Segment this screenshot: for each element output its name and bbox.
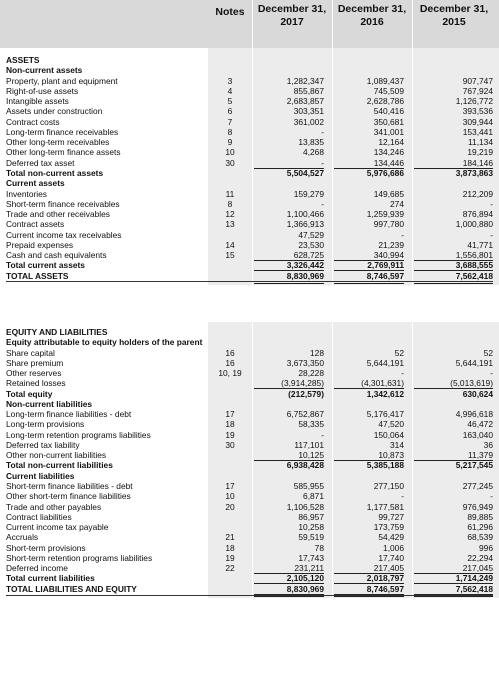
table-row — [0, 358, 499, 368]
total-rule — [334, 583, 404, 584]
row-value-2015: 1,126,772 — [455, 96, 493, 107]
row-label: Other reserves — [6, 368, 62, 378]
row-value-2016: 8,746,597 — [366, 583, 404, 594]
section-row — [0, 389, 499, 399]
row-label: Total non-current assets — [6, 168, 104, 178]
row-value-2015: 22,294 — [467, 552, 493, 563]
row-value-2016: 350,681 — [373, 116, 404, 127]
row-label: Long-term retention programs liabilities — [6, 429, 151, 440]
row-label: Share premium — [6, 357, 64, 368]
row-value-2016: 540,416 — [373, 106, 404, 117]
row-label: Contract costs — [6, 116, 60, 127]
table-row — [0, 522, 499, 532]
row-value-2016: 277,150 — [373, 481, 404, 491]
table-row — [0, 378, 499, 388]
table-header — [0, 0, 499, 48]
section-row — [0, 460, 499, 470]
row-note: 8 — [227, 126, 233, 137]
row-value-2016: - — [401, 368, 404, 378]
row-value-2017: 128 — [310, 347, 324, 358]
row-note: 19 — [225, 552, 235, 563]
table-row — [0, 419, 499, 429]
table-row — [0, 230, 499, 240]
row-value-2017: 78 — [314, 542, 324, 553]
section-row — [0, 399, 499, 409]
row-value-2016: 217,405 — [373, 563, 404, 574]
row-value-2017: 117,101 — [294, 439, 324, 450]
row-value-2016: 99,727 — [378, 511, 404, 522]
row-label: Short-term retention programs liabilities — [6, 552, 153, 563]
row-label: Total current assets — [6, 260, 85, 271]
row-note: 9 — [227, 137, 233, 148]
total-rule — [414, 460, 493, 461]
row-value-2017: 3,673,350 — [286, 357, 324, 368]
table-row — [0, 189, 499, 199]
column-header-2015: December 31, 2015 — [419, 3, 489, 28]
row-note: 8 — [227, 198, 233, 209]
row-value-2015: 876,894 — [462, 209, 493, 219]
table-row — [0, 512, 499, 522]
row-label: Right-of-use assets — [6, 85, 79, 96]
row-value-2017: 361,002 — [293, 116, 324, 127]
total-rule — [414, 168, 493, 169]
row-value-2016: 134,446 — [373, 157, 404, 168]
row-value-2015: 11,379 — [468, 450, 493, 461]
row-value-2015: 630,624 — [462, 388, 493, 399]
row-note: 22 — [225, 563, 235, 574]
row-value-2017: 47,529 — [298, 229, 324, 240]
row-label: Cash and cash equivalents — [6, 250, 107, 261]
total-rule — [254, 388, 324, 389]
row-note: 5 — [227, 96, 233, 107]
table-row — [0, 563, 499, 573]
row-value-2016: 150,064 — [373, 429, 404, 440]
total-rule — [254, 168, 324, 169]
row-label: Deferred tax liability — [6, 439, 80, 450]
row-note: 30 — [225, 157, 235, 168]
section-row — [0, 327, 499, 337]
row-value-2017: 59,519 — [298, 532, 324, 543]
row-value-2016: - — [401, 229, 404, 240]
row-note: 30 — [225, 439, 235, 450]
row-value-2017: 231,211 — [294, 563, 324, 574]
total-rule — [254, 460, 324, 461]
row-value-2016: 274 — [390, 198, 404, 209]
row-value-2017: 159,279 — [293, 188, 324, 199]
row-value-2017: 1,106,528 — [286, 501, 324, 512]
total-rule — [414, 270, 493, 271]
row-value-2015: 996 — [479, 542, 493, 553]
row-value-2015: 1,000,880 — [455, 219, 493, 230]
section-row — [0, 65, 499, 75]
row-label: Inventories — [6, 188, 47, 199]
row-value-2015: 907,747 — [462, 75, 493, 86]
row-label: Property, plant and equipment — [6, 75, 118, 86]
total-rule — [334, 270, 404, 271]
row-label: Non-current liabilities — [6, 398, 93, 409]
column-header-2017: December 31, 2017 — [257, 3, 327, 28]
section-row — [0, 337, 499, 347]
row-note: 10, 19 — [218, 368, 242, 378]
row-value-2016: 745,509 — [373, 85, 404, 96]
table-row — [0, 491, 499, 501]
row-value-2015: - — [490, 491, 493, 502]
table-row — [0, 481, 499, 491]
row-note: 10 — [225, 491, 235, 502]
row-value-2015: 41,771 — [467, 239, 493, 250]
row-value-2017: 6,752,867 — [286, 409, 324, 420]
row-value-2015: 184,146 — [462, 157, 493, 168]
row-value-2015: 61,296 — [467, 522, 493, 533]
row-value-2016: 2,769,911 — [367, 260, 404, 271]
row-label: Retained losses — [6, 378, 66, 389]
table-row — [0, 409, 499, 419]
total-rule — [414, 260, 493, 261]
header-separator — [332, 0, 333, 48]
row-label: Contract liabilities — [6, 511, 72, 522]
row-value-2017: 86,957 — [298, 511, 324, 522]
row-value-2017: 6,938,428 — [286, 460, 324, 471]
row-label: Prepaid expenses — [6, 239, 74, 250]
row-label: Current income tax payable — [6, 522, 109, 533]
row-note: 4 — [227, 85, 233, 96]
row-value-2015: 393,536 — [462, 106, 493, 117]
row-label: Short-term finance liabilities - debt — [6, 481, 133, 491]
table-row — [0, 127, 499, 137]
row-value-2016: 341,001 — [373, 126, 404, 137]
row-note: 20 — [225, 501, 235, 512]
row-value-2016: 149,685 — [373, 188, 404, 199]
row-value-2015: 7,562,418 — [455, 583, 493, 594]
row-value-2015: 212,209 — [462, 188, 493, 199]
total-rule — [254, 270, 324, 271]
table-row — [0, 137, 499, 147]
table-row — [0, 147, 499, 157]
row-value-2015: 217,045 — [462, 563, 493, 574]
header-separator — [412, 0, 413, 48]
row-note: 16 — [225, 357, 235, 368]
table-row — [0, 199, 499, 209]
section-row — [0, 260, 499, 270]
row-label: Trade and other payables — [6, 501, 102, 512]
row-label: Current liabilities — [6, 470, 75, 481]
row-label: Deferred tax asset — [6, 157, 75, 168]
table-row — [0, 532, 499, 542]
row-label: Total non-current liabilities — [6, 460, 113, 471]
table-row — [0, 368, 499, 378]
row-note: 6 — [227, 106, 233, 117]
row-value-2017: 10,125 — [298, 450, 324, 461]
row-value-2015: 52 — [483, 347, 493, 358]
table-row — [0, 219, 499, 229]
row-value-2016: 2,018,797 — [366, 573, 404, 584]
total-rule — [414, 573, 493, 574]
row-label: Other short-term finance liabilities — [6, 491, 131, 502]
row-value-2015: 3,873,863 — [455, 168, 493, 178]
section-row — [0, 271, 499, 281]
table-row — [0, 86, 499, 96]
row-value-2015: 68,539 — [467, 532, 493, 543]
row-label: Other long-term receivables — [6, 137, 110, 148]
row-note: 16 — [225, 347, 235, 358]
row-value-2015: - — [490, 368, 493, 378]
row-value-2015: 1,556,801 — [455, 250, 493, 261]
row-value-2015: 4,996,618 — [455, 409, 493, 420]
row-note: 19 — [225, 429, 235, 440]
row-value-2016: 340,994 — [373, 250, 404, 261]
row-value-2017: 8,830,969 — [286, 270, 324, 281]
row-value-2016: 5,976,686 — [366, 168, 404, 178]
row-value-2017: 4,268 — [303, 147, 324, 158]
row-value-2015: 19,219 — [467, 147, 493, 158]
row-value-2016: - — [401, 491, 404, 502]
row-value-2017: 628,725 — [293, 250, 324, 261]
row-value-2017: - — [321, 429, 324, 440]
total-rule — [414, 583, 493, 584]
row-value-2016: 5,385,188 — [366, 460, 404, 471]
row-value-2015: - — [490, 198, 493, 209]
row-value-2017: (3,914,285) — [281, 378, 324, 389]
row-label: Long-term finance receivables — [6, 126, 119, 137]
row-value-2015: 767,924 — [462, 85, 493, 96]
row-value-2016: 54,429 — [378, 532, 404, 543]
section-row — [0, 573, 499, 583]
row-label: Equity attributable to equity holders of the parent — [6, 337, 203, 348]
row-label: Current assets — [6, 178, 65, 189]
row-value-2015: 5,217,545 — [455, 460, 493, 471]
total-rule — [334, 260, 404, 261]
row-label: Long-term finance liabilities - debt — [6, 409, 132, 420]
row-label: Current income tax receivables — [6, 229, 122, 240]
row-label: Other long-term finance assets — [6, 147, 121, 158]
total-rule — [254, 260, 324, 261]
row-value-2016: 5,176,417 — [366, 409, 404, 420]
row-label: Deferred income — [6, 563, 68, 574]
table-row — [0, 440, 499, 450]
row-value-2016: 1,342,612 — [366, 388, 404, 399]
row-value-2015: 46,472 — [467, 419, 493, 430]
row-label: Accruals — [6, 532, 39, 543]
row-label: Non-current assets — [6, 65, 83, 76]
column-header-2016: December 31, 2016 — [337, 3, 407, 28]
table-row — [0, 450, 499, 460]
row-value-2015: 277,245 — [462, 481, 493, 491]
row-value-2016: 314 — [390, 439, 404, 450]
row-note: 7 — [227, 116, 233, 127]
row-value-2015: 5,644,191 — [455, 357, 493, 368]
row-value-2015: 7,562,418 — [455, 270, 493, 281]
row-value-2016: 10,873 — [378, 450, 404, 461]
total-rule — [334, 460, 404, 461]
section-row — [0, 168, 499, 178]
total-rule — [254, 573, 324, 574]
row-value-2016: 8,746,597 — [366, 270, 404, 281]
header-separator — [252, 0, 253, 48]
row-note: 21 — [225, 532, 235, 543]
row-value-2016: 134,246 — [373, 147, 404, 158]
row-value-2017: - — [321, 126, 324, 137]
row-value-2015: 163,040 — [462, 429, 493, 440]
row-value-2016: 173,759 — [373, 522, 404, 533]
row-value-2017: 6,871 — [303, 491, 324, 502]
row-value-2017: 585,955 — [293, 481, 324, 491]
row-value-2015: 89,885 — [467, 511, 493, 522]
row-value-2015: 309,944 — [462, 116, 493, 127]
row-note: 17 — [225, 481, 235, 491]
table-row — [0, 553, 499, 563]
row-note: 3 — [227, 75, 233, 86]
row-value-2015: 36 — [483, 439, 493, 450]
row-label: Total equity — [6, 388, 53, 399]
row-value-2016: 1,089,437 — [366, 75, 404, 86]
row-note: 12 — [225, 209, 235, 219]
row-label: TOTAL ASSETS — [6, 270, 69, 281]
section-bottom-rule — [6, 595, 493, 596]
row-note: 13 — [225, 219, 235, 230]
table-row — [0, 502, 499, 512]
row-label: Trade and other receivables — [6, 209, 110, 219]
section-row — [0, 178, 499, 188]
total-rule — [334, 388, 404, 389]
total-rule — [334, 573, 404, 574]
row-value-2016: 1,177,581 — [366, 501, 404, 512]
row-value-2017: 2,683,857 — [286, 96, 324, 107]
row-value-2016: 21,239 — [378, 239, 404, 250]
row-value-2017: 13,835 — [298, 137, 324, 148]
row-value-2017: - — [321, 157, 324, 168]
total-rule — [334, 168, 404, 169]
row-value-2016: 1,259,939 — [366, 209, 404, 219]
section-bottom-rule — [6, 281, 493, 282]
row-value-2016: 1,006 — [383, 542, 404, 553]
table-row — [0, 117, 499, 127]
table-row — [0, 76, 499, 86]
row-value-2015: (5,013,619) — [450, 378, 493, 389]
row-label: Short-term provisions — [6, 542, 86, 553]
row-label: Share capital — [6, 347, 55, 358]
row-value-2016: 5,644,191 — [366, 357, 404, 368]
table-row — [0, 158, 499, 168]
row-label: EQUITY AND LIABILITIES — [6, 326, 108, 337]
row-value-2016: 17,740 — [378, 552, 404, 563]
row-value-2015: 153,441 — [462, 126, 493, 137]
row-value-2017: 3,326,442 — [286, 260, 324, 271]
row-value-2016: (4,301,631) — [361, 378, 404, 389]
table-row — [0, 106, 499, 116]
row-value-2017: 1,100,466 — [286, 209, 324, 219]
row-label: Total current liabilities — [6, 573, 95, 584]
row-value-2017: 303,351 — [293, 106, 324, 117]
row-value-2017: - — [321, 198, 324, 209]
row-value-2017: 5,504,527 — [286, 168, 324, 178]
row-note: 17 — [225, 409, 235, 420]
row-label: Long-term provisions — [6, 419, 85, 430]
row-note: 18 — [225, 542, 235, 553]
row-value-2017: 28,228 — [298, 368, 324, 378]
row-label: Intangible assets — [6, 96, 69, 107]
table-row — [0, 96, 499, 106]
row-value-2016: 2,628,786 — [366, 96, 404, 107]
row-value-2017: 58,335 — [298, 419, 324, 430]
row-value-2017: 855,867 — [293, 85, 324, 96]
row-note: 15 — [225, 250, 235, 261]
table-row — [0, 430, 499, 440]
table-row — [0, 543, 499, 553]
table-row — [0, 240, 499, 250]
table-row — [0, 348, 499, 358]
row-note: 10 — [225, 147, 235, 158]
total-rule — [254, 583, 324, 584]
row-value-2017: 1,282,347 — [286, 75, 324, 86]
row-label: Short-term finance receivables — [6, 198, 120, 209]
row-value-2017: 2,105,120 — [286, 573, 324, 584]
row-value-2017: 1,366,913 — [286, 219, 324, 230]
table-row — [0, 250, 499, 260]
row-value-2017: (212,579) — [288, 388, 324, 399]
section-row — [0, 584, 499, 594]
row-value-2015: 1,714,249 — [455, 573, 493, 584]
row-note: 18 — [225, 419, 235, 430]
table-row — [0, 209, 499, 219]
row-value-2015: 976,949 — [462, 501, 493, 512]
row-value-2016: 997,780 — [373, 219, 404, 230]
section-row — [0, 55, 499, 65]
row-label: Assets under construction — [6, 106, 103, 117]
row-note: 14 — [225, 239, 235, 250]
row-value-2015: 11,134 — [468, 137, 493, 148]
row-value-2017: 8,830,969 — [286, 583, 324, 594]
row-label: Contract assets — [6, 219, 65, 230]
row-value-2015: 3,688,555 — [455, 260, 493, 271]
row-value-2016: 47,520 — [378, 419, 404, 430]
notes-column-header: Notes — [215, 6, 245, 18]
row-label: TOTAL LIABILITIES AND EQUITY — [6, 583, 137, 594]
row-value-2016: 12,164 — [378, 137, 404, 148]
row-note: 11 — [225, 188, 235, 199]
row-label: Other non-current liabilities — [6, 450, 107, 461]
row-value-2015: - — [490, 229, 493, 240]
row-value-2017: 10,258 — [298, 522, 324, 533]
row-value-2017: 17,743 — [298, 552, 324, 563]
row-value-2017: 23,530 — [298, 239, 324, 250]
row-label: ASSETS — [6, 55, 40, 65]
total-rule — [414, 388, 493, 389]
row-value-2016: 52 — [394, 347, 404, 358]
section-row — [0, 471, 499, 481]
